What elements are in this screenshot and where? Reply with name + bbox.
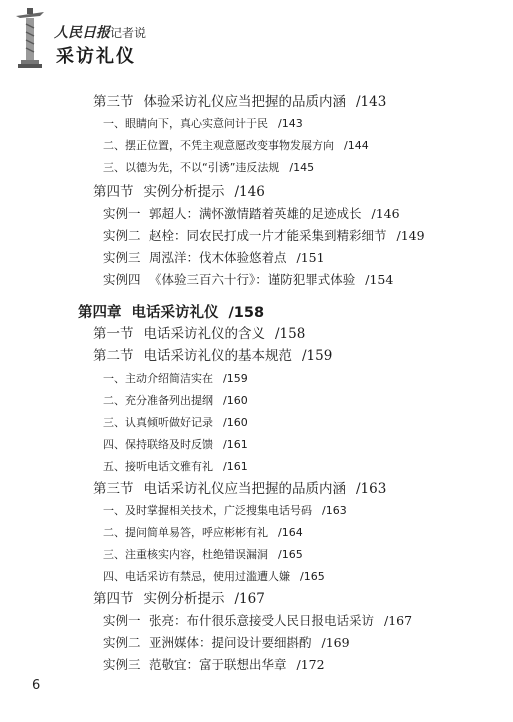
case-title: 亚洲媒体：提问设计要细斟酌 <box>149 635 312 650</box>
series-title: 人民日报记者说 <box>54 25 147 41</box>
section-number: 第三节 <box>93 481 134 497</box>
toc-section <box>93 96 386 110</box>
page-ref: /154 <box>365 272 394 287</box>
toc-case <box>103 615 412 628</box>
item-title: 一、主动介绍简洁实在 <box>103 372 213 385</box>
toc-item <box>103 395 248 406</box>
toc-section <box>93 186 265 200</box>
case-label: 实例一 <box>103 613 141 628</box>
page-ref: /160 <box>223 416 248 429</box>
section-number: 第三节 <box>93 94 134 110</box>
case-label: 实例四 <box>103 272 141 287</box>
toc-item <box>103 417 248 428</box>
toc-item <box>103 571 325 582</box>
toc-item <box>103 439 248 450</box>
toc-item <box>103 140 369 151</box>
section-number: 第四节 <box>93 591 134 607</box>
case-title: 《体验三百六十行》：谨防犯罪式体验 <box>149 272 356 287</box>
page-ref: /159 <box>302 348 333 364</box>
case-title: 张亮：布什很乐意接受人民日报电话采访 <box>149 613 375 628</box>
page-ref: /161 <box>223 460 248 473</box>
section-number: 第一节 <box>93 326 134 342</box>
toc-item <box>103 461 248 472</box>
case-title: 赵栓：同农民打成一片才能采集到精彩细节 <box>149 228 387 243</box>
toc-item <box>103 118 303 129</box>
item-title: 三、认真倾听做好记录 <box>103 416 213 429</box>
toc-case <box>103 230 425 243</box>
case-title: 周泓洋：伐木体验悠着点 <box>149 250 287 265</box>
case-label: 实例二 <box>103 635 141 650</box>
page-ref: /159 <box>223 372 248 385</box>
section-number: 第二节 <box>93 348 134 364</box>
toc-case <box>103 274 393 287</box>
page-ref: /146 <box>371 206 400 221</box>
case-title: 郭超人：满怀激情踏着英雄的足迹成长 <box>149 206 362 221</box>
item-title: 四、保持联络及时反馈 <box>103 438 213 451</box>
page-ref: /163 <box>322 504 347 517</box>
toc-chapter <box>78 306 264 321</box>
page-ref: /143 <box>278 117 303 130</box>
header-logo <box>10 6 147 68</box>
item-title: 五、接听电话文雅有礼 <box>103 460 213 473</box>
toc-section <box>93 593 265 607</box>
item-title: 二、提问简单易答，呼应彬彬有礼 <box>103 526 268 539</box>
page-ref: /161 <box>223 438 248 451</box>
item-title: 二、充分准备列出提纲 <box>103 394 213 407</box>
toc-item <box>103 162 314 173</box>
section-title: 实例分析提示 <box>143 184 225 200</box>
toc-case <box>103 637 350 650</box>
page-ref: /146 <box>234 184 265 200</box>
page-ref: /158 <box>275 326 306 342</box>
page-ref: /149 <box>396 228 425 243</box>
section-title: 体验采访礼仪应当把握的品质内涵 <box>143 94 346 110</box>
item-title: 二、摆正位置，不凭主观意愿改变事物发展方向 <box>103 139 334 152</box>
page-ref: /165 <box>278 548 303 561</box>
toc-section <box>93 350 332 364</box>
toc-section <box>93 483 386 497</box>
page-ref: /167 <box>384 613 413 628</box>
page-ref: /151 <box>296 250 325 265</box>
case-label: 实例三 <box>103 657 141 672</box>
toc-item <box>103 373 248 384</box>
page-ref: /160 <box>223 394 248 407</box>
toc-item <box>103 549 303 560</box>
page-ref: /145 <box>289 161 315 174</box>
case-label: 实例二 <box>103 228 141 243</box>
toc-case <box>103 208 400 221</box>
toc-case <box>103 659 325 672</box>
page-ref: /167 <box>234 591 265 607</box>
toc-section <box>93 328 305 342</box>
item-title: 三、注重核实内容，杜绝错误漏洞 <box>103 548 268 561</box>
toc-item <box>103 505 347 516</box>
page-number: 6 <box>32 678 41 693</box>
case-title: 范敬宜：富于联想出华章 <box>149 657 287 672</box>
page-ref: /158 <box>228 305 265 321</box>
item-title: 三、以德为先，不以“引诱”违反法规 <box>103 161 280 174</box>
huabiao-pillar-icon <box>10 6 50 68</box>
section-title: 电话采访礼仪的基本规范 <box>143 348 292 364</box>
page-ref: /143 <box>356 94 387 110</box>
toc-case <box>103 252 325 265</box>
page-ref: /163 <box>356 481 387 497</box>
section-title: 实例分析提示 <box>143 591 225 607</box>
item-title: 四、电话采访有禁忌，使用过滥遭人嫌 <box>103 570 290 583</box>
book-title: 采访礼仪 <box>56 46 136 67</box>
page-ref: /144 <box>344 139 369 152</box>
section-title: 电话采访礼仪应当把握的品质内涵 <box>143 481 346 497</box>
page-ref: /169 <box>321 635 350 650</box>
case-label: 实例一 <box>103 206 141 221</box>
page-ref: /172 <box>296 657 325 672</box>
chapter-title: 电话采访礼仪 <box>131 305 219 321</box>
case-label: 实例三 <box>103 250 141 265</box>
section-number: 第四节 <box>93 184 134 200</box>
item-title: 一、及时掌握相关技术，广泛搜集电话号码 <box>103 504 312 517</box>
section-title: 电话采访礼仪的含义 <box>143 326 265 342</box>
item-title: 一、眼睛向下，真心实意问计于民 <box>103 117 268 130</box>
toc-item <box>103 527 303 538</box>
page-ref: /164 <box>278 526 303 539</box>
chapter-number: 第四章 <box>78 305 122 321</box>
page-ref: /165 <box>300 570 325 583</box>
